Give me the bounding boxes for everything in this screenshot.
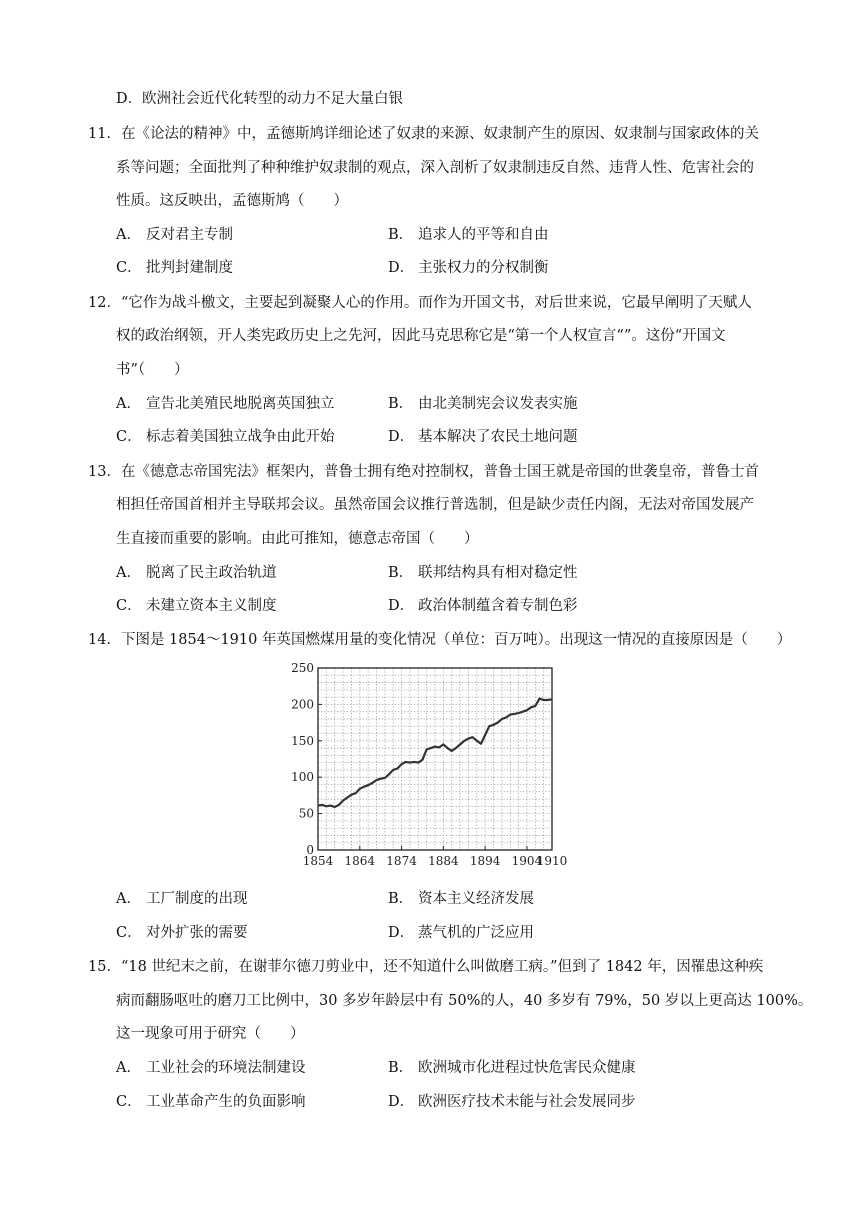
- q15-option-d-label: D．: [388, 1094, 415, 1110]
- q12-stem-line-1: 12．“它作为战斗檄文，主要起到凝聚人心的作用。而作为开国文书，对后世来说，它最早阐明了天赋人: [88, 295, 752, 311]
- q11-option-b-label: B．: [388, 227, 414, 243]
- q15-stem-line-3: 这一现象可用于研究（ ）: [116, 1026, 305, 1042]
- y-tick-label: 200: [291, 697, 314, 712]
- q12-stem-line-3: 书”（ ）: [116, 362, 189, 378]
- x-tick-label: 1874: [386, 854, 417, 868]
- y-tick-label: 100: [291, 770, 314, 785]
- q12-option-d-label: D．: [388, 429, 415, 445]
- q11-option-d-label: D．: [388, 260, 415, 276]
- q15-option-d-text: 欧洲医疗技术未能与社会发展同步: [418, 1094, 636, 1110]
- x-tick-label: 1864: [344, 854, 376, 868]
- q11-stem-line-1: 11．在《论法的精神》中，孟德斯鸠详细论述了奴隶的来源、奴隶制产生的原因、奴隶制与国家政体的关: [88, 126, 759, 142]
- q11-option-a-text: 反对君主专制: [146, 227, 233, 243]
- q13-option-c-text: 未建立资本主义制度: [146, 598, 277, 614]
- q15-stem-line-1: 15．“18 世纪末之前，在谢菲尔德刀剪业中，还不知道什么叫做磨工病。”但到了 1842 年，因罹患这种疾: [88, 959, 764, 975]
- q15-option-b-label: B．: [388, 1060, 414, 1076]
- q13-option-a-text: 脱离了民主政治轨道: [146, 565, 277, 581]
- coal-usage-line-chart: [290, 656, 570, 871]
- q14-stem-line-1: 14．下图是 1854～1910 年英国燃煤用量的变化情况（单位：百万吨）。出现这一情况的直接原因是（ ）: [88, 632, 792, 648]
- q14-option-a-label: A．: [116, 891, 141, 907]
- q12-option-c-label: C．: [116, 429, 142, 445]
- q12-option-a-label: A．: [116, 396, 141, 412]
- q15-stem-line-2: 病而翻肠呕吐的磨刀工比例中，30 多岁年龄层中有 50%的人，40 多岁有 79%，50 岁以上更高达 100%。: [116, 993, 813, 1009]
- q11-option-b-text: 追求人的平等和自由: [418, 227, 549, 243]
- x-tick-label: 1884: [428, 854, 459, 868]
- q14-option-c-label: C．: [116, 925, 142, 941]
- q14-option-b-label: B．: [388, 891, 414, 907]
- q12-option-b-label: B．: [388, 396, 414, 412]
- q13-option-c-label: C．: [116, 598, 142, 614]
- q13-stem-line-2: 相担任帝国首相并主导联邦会议。虽然帝国会议推行普选制，但是缺少责任内阁，无法对帝国发展产: [116, 497, 754, 513]
- q15-option-a-label: A．: [116, 1060, 141, 1076]
- q10-option-d-label: D．: [116, 91, 143, 107]
- q11-option-c-text: 批判封建制度: [146, 260, 233, 276]
- y-tick-label: 0: [306, 843, 314, 857]
- coal-usage-chart: [290, 656, 570, 871]
- q14-option-d-label: D．: [388, 925, 415, 941]
- q14-option-c-text: 对外扩张的需要: [146, 925, 248, 941]
- x-tick-label: 1854: [302, 854, 334, 868]
- q15-option-b-text: 欧洲城市化进程过快危害民众健康: [418, 1060, 636, 1076]
- q13-stem-line-1: 13．在《德意志帝国宪法》框架内，普鲁士拥有绝对控制权，普鲁士国王就是帝国的世袭皇帝，普鲁士首: [88, 464, 759, 480]
- y-tick-label: 250: [291, 661, 314, 675]
- q12-option-a-text: 宣告北美殖民地脱离英国独立: [146, 396, 335, 412]
- q12-option-d-text: 基本解决了农民土地问题: [418, 429, 578, 445]
- q13-option-d-text: 政治体制蕴含着专制色彩: [418, 598, 578, 614]
- q13-option-b-text: 联邦结构具有相对稳定性: [418, 565, 578, 581]
- q11-option-c-label: C．: [116, 260, 142, 276]
- q12-stem-line-2: 权的政治纲领，开人类宪政历史上之先河，因此马克思称它是“第一个人权宣言“”。这份“开国文: [116, 328, 726, 344]
- x-tick-label: 1904: [511, 854, 543, 868]
- q13-option-d-label: D．: [388, 598, 415, 614]
- q11-stem-line-3: 性质。这反映出，孟德斯鸠（ ）: [116, 193, 348, 209]
- q15-option-c-text: 工业革命产生的负面影响: [146, 1094, 306, 1110]
- q10-option-d-text: 欧洲社会近代化转型的动力不足大量白银: [142, 91, 403, 107]
- q11-option-d-text: 主张权力的分权制衡: [418, 260, 549, 276]
- y-tick-label: 150: [291, 733, 314, 748]
- q11-option-a-label: A．: [116, 227, 141, 243]
- x-tick-label: 1910: [536, 854, 568, 868]
- x-tick-label: 1894: [469, 854, 501, 868]
- q12-option-c-text: 标志着美国独立战争由此开始: [146, 429, 335, 445]
- q12-option-b-text: 由北美制宪会议发表实施: [418, 396, 578, 412]
- q13-option-a-label: A．: [116, 565, 141, 581]
- q15-option-c-label: C．: [116, 1094, 142, 1110]
- q15-option-a-text: 工业社会的环境法制建设: [146, 1060, 306, 1076]
- q11-stem-line-2: 系等问题；全面批判了种种维护奴隶制的观点，深入剖析了奴隶制违反自然、违背人性、危害社会的: [116, 160, 754, 176]
- q14-option-a-text: 工厂制度的出现: [146, 891, 248, 907]
- q13-stem-line-3: 生直接而重要的影响。由此可推知，德意志帝国（ ）: [116, 531, 479, 547]
- q14-option-b-text: 资本主义经济发展: [418, 891, 534, 907]
- q14-option-d-text: 蒸气机的广泛应用: [418, 925, 534, 941]
- y-tick-label: 50: [298, 806, 314, 821]
- q13-option-b-label: B．: [388, 565, 414, 581]
